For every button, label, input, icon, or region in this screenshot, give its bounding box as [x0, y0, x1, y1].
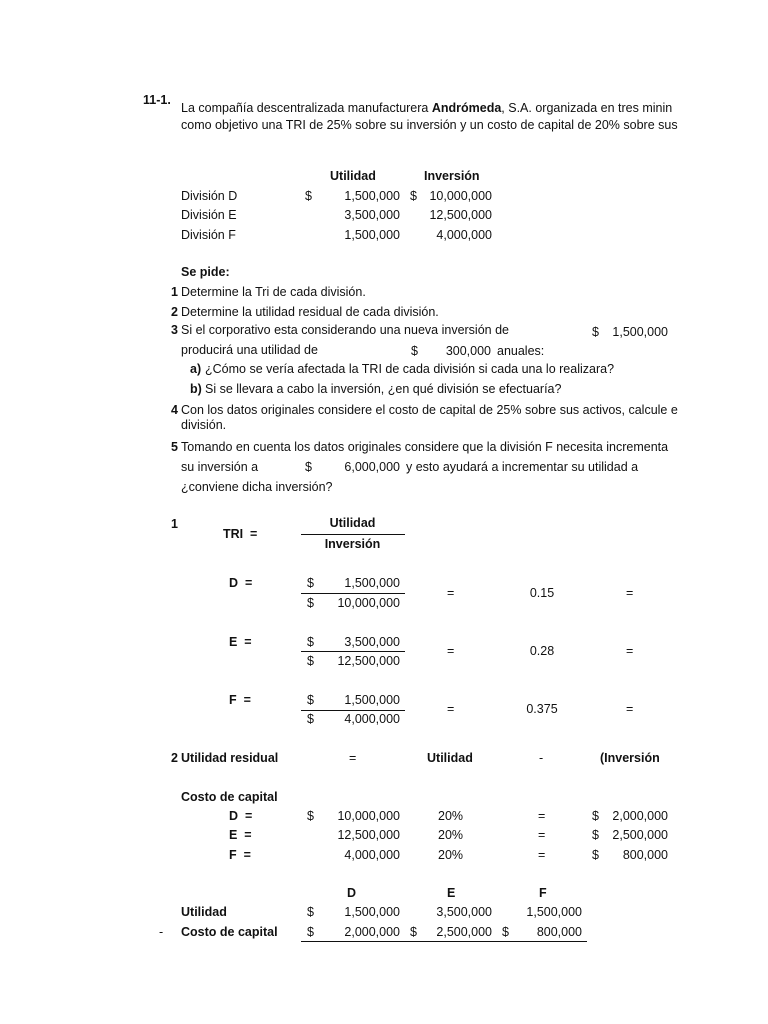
equals-sign: = [447, 644, 455, 658]
currency-sign: $ [307, 693, 314, 707]
cost-rate: 20% [438, 828, 464, 842]
equals-sign: = [538, 809, 546, 823]
question-4-line-2: división. [181, 418, 227, 432]
summary-col-e: E [447, 886, 456, 900]
currency-sign: $ [592, 848, 599, 862]
tri-numerator-value: 3,500,000 [344, 635, 400, 649]
summary-underline [301, 941, 587, 942]
q3-amount-2: 300,000 [445, 344, 491, 358]
cost-inversion: 12,500,000 [337, 828, 400, 842]
intro-line-2: como objetivo una TRI de 25% sobre su inversión y un costo de capital de 20% sobre sus [181, 118, 678, 132]
cost-row-label: E = [229, 828, 252, 842]
equals-sign: = [447, 702, 455, 716]
tri-result: 0.15 [529, 586, 555, 600]
question-number: 1 [171, 285, 178, 299]
summary-col-f: F [539, 886, 547, 900]
fraction-bar [301, 534, 405, 535]
summary-utilidad-e: 3,500,000 [436, 905, 492, 919]
division-utilidad: 3,500,000 [344, 208, 400, 222]
equals-sign: = [250, 527, 258, 541]
tri-denominator-value: 10,000,000 [337, 596, 400, 610]
equals-sign: = [538, 828, 546, 842]
division-utilidad: 1,500,000 [344, 189, 400, 203]
tri-row-label: E = [229, 635, 252, 649]
summary-utilidad-label: Utilidad [181, 905, 227, 919]
equals-sign: = [626, 702, 634, 716]
q3-amount: 1,500,000 [612, 325, 668, 339]
cost-row-label: D = [229, 809, 253, 823]
fraction-bar [301, 710, 405, 711]
cost-value: 800,000 [622, 848, 668, 862]
question-3-line-2: producirá una utilidad de [181, 343, 318, 357]
division-label: División D [181, 189, 238, 203]
currency-sign: $ [410, 189, 417, 203]
currency-sign: $ [307, 809, 314, 823]
tri-numerator-value: 1,500,000 [344, 693, 400, 707]
cost-inversion: 10,000,000 [337, 809, 400, 823]
equals-sign: = [349, 751, 357, 765]
division-utilidad: 1,500,000 [344, 228, 400, 242]
currency-sign: $ [307, 654, 314, 668]
question-5-line-3: ¿conviene dicha inversión? [181, 480, 333, 494]
currency-sign: $ [592, 325, 599, 339]
fraction-bar [301, 651, 405, 652]
question-number: 5 [171, 440, 178, 454]
cost-row-label: F = [229, 848, 251, 862]
q3-line-2-end: anuales: [497, 344, 545, 358]
currency-sign: $ [305, 189, 312, 203]
equals-sign: = [447, 586, 455, 600]
cost-inversion: 4,000,000 [344, 848, 400, 862]
currency-sign: $ [410, 925, 417, 939]
question-3b: Si se llevara a cabo la inversión, ¿en qué división se efectuaría? [205, 382, 562, 396]
minus-sign: - [539, 751, 544, 765]
summary-utilidad-d: 1,500,000 [344, 905, 400, 919]
currency-sign: $ [307, 712, 314, 726]
currency-sign: $ [502, 925, 509, 939]
question-3a: ¿Cómo se vería afectada la TRI de cada división si cada una lo realizara? [205, 362, 615, 376]
summary-costo-label: Costo de capital [181, 925, 278, 939]
question-5: Tomando en cuenta los datos originales considere que la división F necesita incrementa [181, 440, 669, 454]
currency-sign: $ [307, 905, 314, 919]
division-inversion: 12,500,000 [429, 208, 492, 222]
questions-heading: Se pide: [181, 265, 230, 279]
cost-rate: 20% [438, 848, 464, 862]
tri-denominator-value: 12,500,000 [337, 654, 400, 668]
cost-value: 2,000,000 [612, 809, 668, 823]
cost-value: 2,500,000 [612, 828, 668, 842]
tri-denominator: Inversión [324, 537, 381, 551]
tri-row-label: D = [229, 576, 253, 590]
question-number: 3 [171, 323, 178, 337]
company-name: Andrómeda [431, 101, 502, 115]
residual-label: Utilidad residual [181, 751, 279, 765]
equals-sign: = [626, 586, 634, 600]
currency-sign: $ [592, 828, 599, 842]
equals-sign: = [538, 848, 546, 862]
q5-amount: 6,000,000 [344, 460, 400, 474]
currency-sign: $ [411, 344, 418, 358]
tri-label: TRI [223, 527, 244, 541]
division-label: División F [181, 228, 236, 242]
problem-number: 11-1. [143, 93, 171, 107]
residual-inversion: (Inversión [600, 751, 660, 765]
question-4: Con los datos originales considere el costo de capital de 25% sobre sus activos, calcule e [181, 403, 678, 417]
tri-result: 0.375 [526, 702, 558, 716]
question-number: 2 [171, 305, 178, 319]
col-inversion: Inversión [424, 169, 480, 183]
q3b-label: b) [190, 382, 202, 396]
col-utilidad: Utilidad [330, 169, 376, 183]
question-2: Determine la utilidad residual de cada división. [181, 305, 439, 319]
cost-rate: 20% [438, 809, 464, 823]
cost-heading: Costo de capital [181, 790, 278, 804]
minus-sign: - [159, 925, 164, 939]
question-1: Determine la Tri de cada división. [181, 285, 366, 299]
currency-sign: $ [592, 809, 599, 823]
division-inversion: 4,000,000 [436, 228, 492, 242]
section-number: 2 [171, 751, 178, 765]
question-5-line-2-end: y esto ayudará a incrementar su utilidad a [406, 460, 639, 474]
section-number: 1 [171, 517, 178, 531]
tri-numerator: Utilidad [329, 516, 376, 530]
tri-denominator-value: 4,000,000 [344, 712, 400, 726]
summary-costo-d: 2,000,000 [344, 925, 400, 939]
currency-sign: $ [305, 460, 312, 474]
equals-sign: = [626, 644, 634, 658]
question-number: 4 [171, 403, 178, 417]
currency-sign: $ [307, 925, 314, 939]
summary-costo-e: 2,500,000 [436, 925, 492, 939]
tri-row-label: F = [229, 693, 251, 707]
question-5-line-2: su inversión a [181, 460, 259, 474]
fraction-bar [301, 593, 405, 594]
summary-col-d: D [347, 886, 357, 900]
currency-sign: $ [307, 576, 314, 590]
summary-costo-f: 800,000 [536, 925, 582, 939]
currency-sign: $ [307, 596, 314, 610]
summary-utilidad-f: 1,500,000 [526, 905, 582, 919]
q3a-label: a) [190, 362, 202, 376]
currency-sign: $ [307, 635, 314, 649]
intro-line-1: La compañía descentralizada manufacturera Andrómeda, S.A. organizada en tres minin [181, 101, 673, 115]
division-inversion: 10,000,000 [429, 189, 492, 203]
question-3: Si el corporativo esta considerando una nueva inversión de [181, 323, 509, 337]
division-label: División E [181, 208, 237, 222]
tri-numerator-value: 1,500,000 [344, 576, 400, 590]
residual-utilidad: Utilidad [427, 751, 473, 765]
tri-result: 0.28 [529, 644, 555, 658]
